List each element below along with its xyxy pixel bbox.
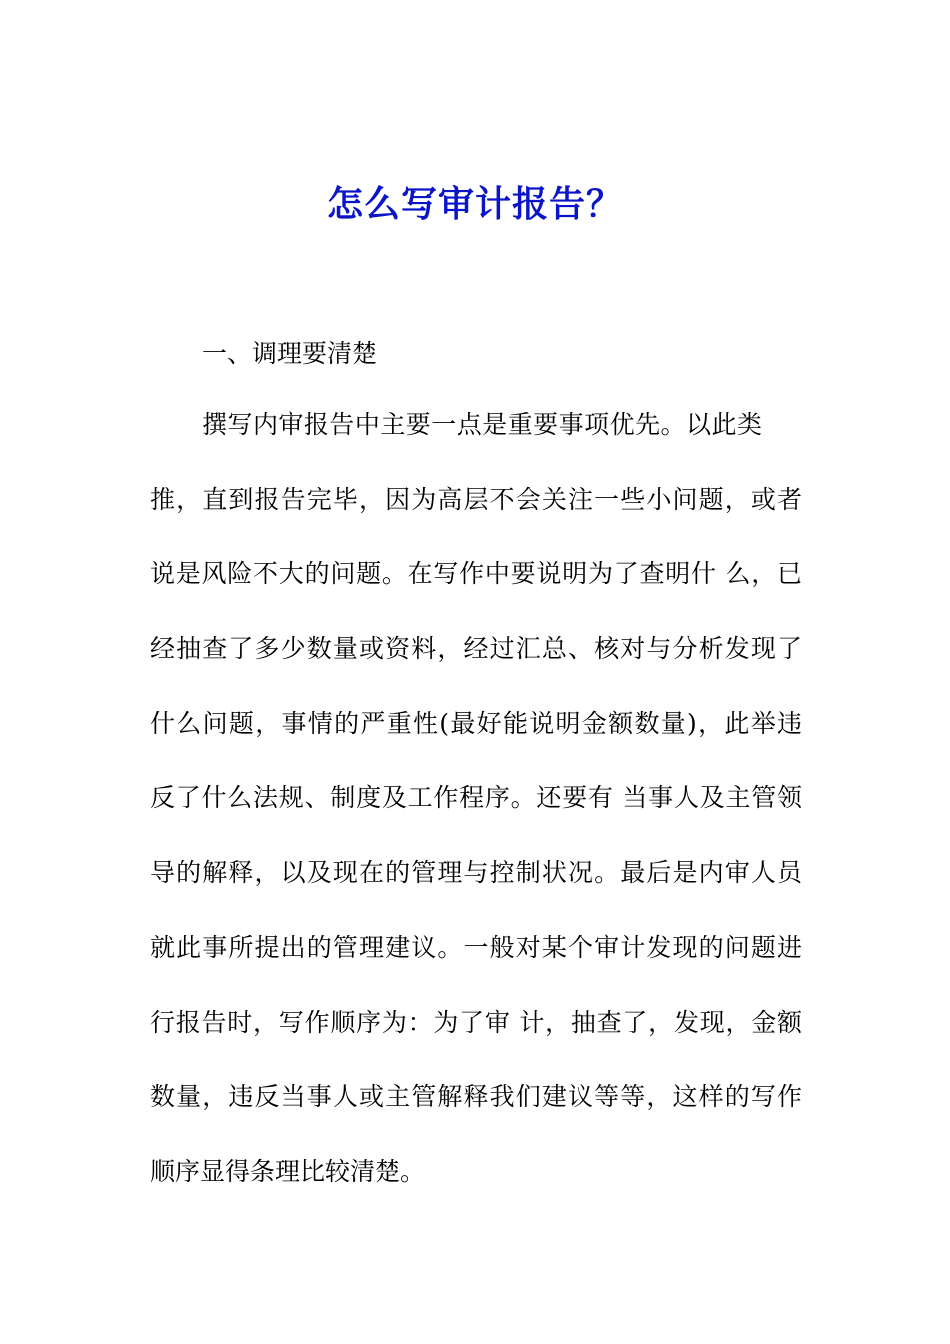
paragraph-line: 行报告时，写作顺序为：为了审 计，抽查了，发现，金额 [150, 1007, 802, 1037]
paragraph-line: 数量，违反当事人或主管解释我们建议等等，这样的写作 [150, 1082, 802, 1112]
paragraph-line: 撰写内审报告中主要一点是重要事项优先。以此类 [202, 410, 762, 439]
paragraph-line: 经抽查了多少数量或资料，经过汇总、核对与分析发现了 [150, 634, 802, 664]
page-title: 怎么写审计报告？ [326, 183, 623, 225]
paragraph-line: 导的解释，以及现在的管理与控制状况。最后是内审人员 [150, 858, 802, 888]
paragraph-line: 说是风险不大的问题。在写作中要说明为了查明什 么，已 [150, 559, 802, 589]
section-heading: 一、调理要清楚 [202, 339, 378, 368]
paragraph-line: 就此事所提出的管理建议。一般对某个审计发现的问题进 [150, 932, 802, 962]
paragraph-line: 反了什么法规、制度及工作程序。还要有 当事人及主管领 [150, 783, 802, 813]
paragraph-line: 推，直到报告完毕，因为高层不会关注一些小问题，或者 [150, 484, 802, 514]
body-paragraph [150, 402, 802, 1224]
paragraph-line: 什么问题，事情的严重性(最好能说明金额数量)，此举违 [150, 708, 802, 738]
paragraph-line: 顺序显得条理比较清楚。 [150, 1156, 426, 1186]
